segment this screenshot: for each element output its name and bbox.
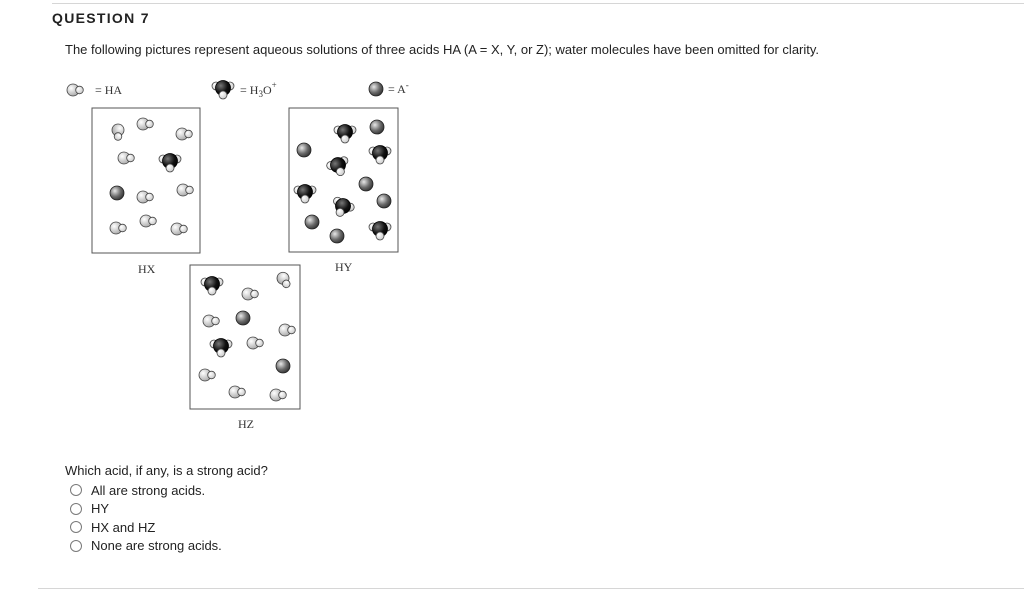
box-hx <box>92 108 200 276</box>
option-label: HY <box>91 501 110 517</box>
option-none-strong[interactable] <box>70 537 222 556</box>
question-title: QUESTION 7 <box>52 10 150 26</box>
box-hz <box>190 265 300 431</box>
bottom-divider <box>38 588 1024 589</box>
question-text: The following pictures represent aqueous solutions of three acids HA (A = X, Y, or Z); water molecules have been omitted for clarity. <box>65 42 820 57</box>
box-label-hx: HX <box>138 262 156 276</box>
legend-ha-text: = HA <box>95 83 123 97</box>
legend-h3o <box>212 80 277 99</box>
option-all-strong[interactable] <box>70 481 222 500</box>
radio-button[interactable] <box>70 484 82 496</box>
radio-button[interactable] <box>70 503 82 515</box>
option-label: All are strong acids. <box>91 482 206 498</box>
radio-button[interactable] <box>70 521 82 533</box>
svg-text:= A-: = A- <box>388 80 409 96</box>
legend-h3o-text: = H <box>240 83 259 97</box>
legend-a-text: = A <box>388 82 406 96</box>
option-hx-and-hz[interactable] <box>70 518 222 537</box>
box-label-hz: HZ <box>238 417 254 431</box>
option-hy[interactable] <box>70 500 222 519</box>
option-label: HX and HZ <box>91 519 156 535</box>
svg-text:= H3O+: = $H_3O^+$ <box>240 80 277 99</box>
question-prompt: Which acid, if any, is a strong acid? <box>65 463 268 478</box>
option-label: None are strong acids. <box>91 538 222 554</box>
radio-button[interactable] <box>70 540 82 552</box>
legend-a <box>369 80 409 96</box>
box-label-hy: HY <box>335 260 353 274</box>
legend-ha <box>67 83 122 97</box>
answer-options <box>70 481 222 555</box>
box-hy <box>289 108 398 274</box>
